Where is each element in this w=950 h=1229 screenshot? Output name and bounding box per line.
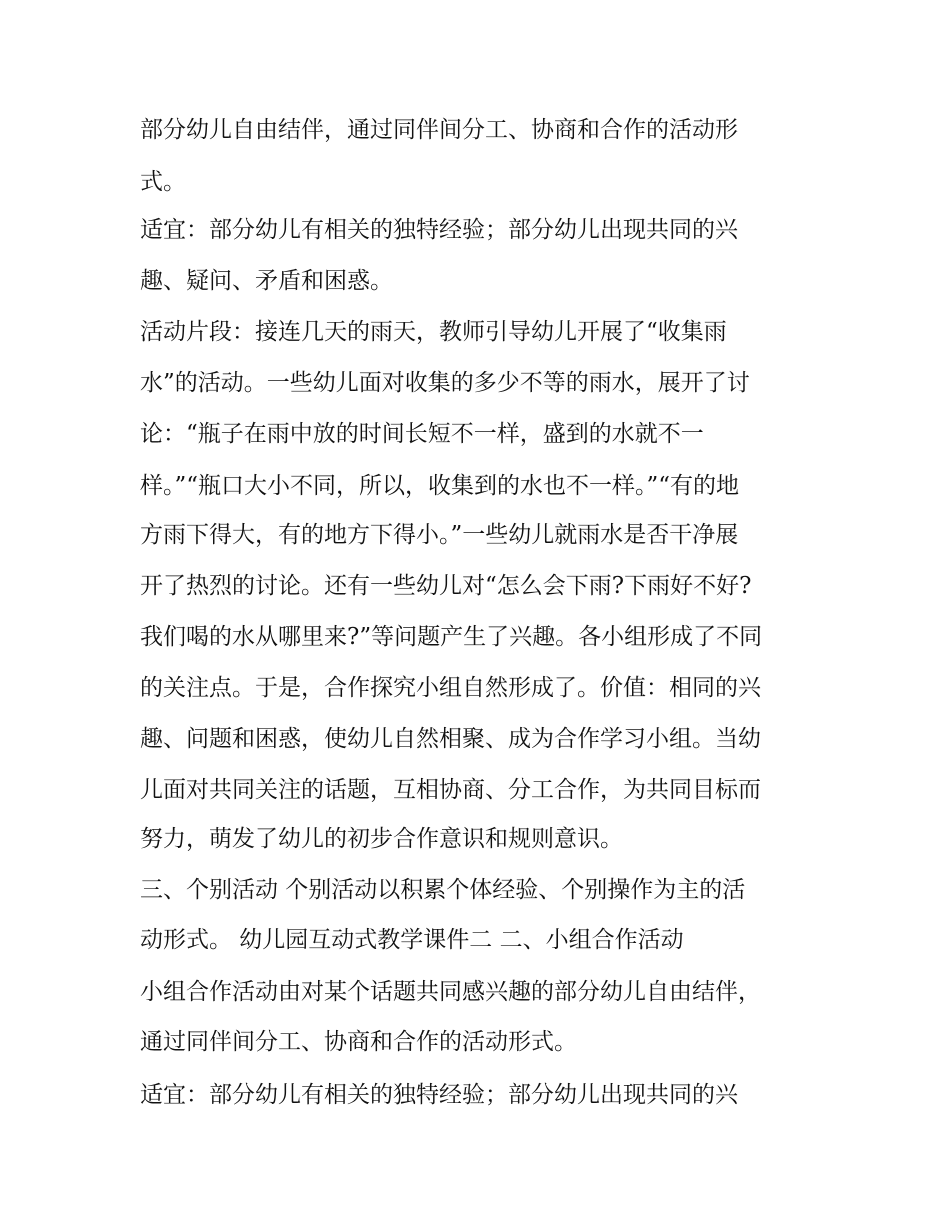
text-line: 我们喝的水从哪里来?”等问题产生了兴趣。各小组形成了不同 (140, 624, 763, 650)
text-line: 活动片段：接连几天的雨天，教师引导幼儿开展了“收集雨 (140, 319, 727, 345)
text-line: 儿面对共同关注的话题，互相协商、分工合作，为共同目标而 (140, 777, 761, 803)
text-line: 三、个别活动 个别活动以积累个体经验、个别操作为主的活 (140, 877, 746, 903)
text-line: 动形式。 幼儿园互动式教学课件二 二、小组合作活动 (140, 927, 684, 953)
text-line: 趣、疑问、矛盾和困惑。 (140, 268, 393, 294)
text-line: 适宜：部分幼儿有相关的独特经验；部分幼儿出现共同的兴 (140, 1082, 738, 1108)
text-line: 论：“瓶子在雨中放的时间长短不一样，盛到的水就不一 (140, 421, 704, 447)
text-line: 开了热烈的讨论。还有一些幼儿对“怎么会下雨?下雨好不好? (140, 573, 752, 599)
text-line: 样。”“瓶口大小不同，所以，收集到的水也不一样。”“有的地 (140, 473, 740, 499)
text-line: 适宜：部分幼儿有相关的独特经验；部分幼儿出现共同的兴 (140, 217, 738, 243)
text-line: 部分幼儿自由结伴，通过同伴间分工、协商和合作的活动形 (140, 117, 738, 143)
text-line: 水”的活动。一些幼儿面对收集的多少不等的雨水，展开了讨 (140, 370, 750, 396)
text-line: 式。 (140, 169, 186, 195)
text-line: 通过同伴间分工、协商和合作的活动形式。 (140, 1029, 577, 1055)
text-line: 趣、问题和困惑，使幼儿自然相聚、成为合作学习小组。当幼 (140, 726, 761, 752)
text-line: 方雨下得大，有的地方下得小。”一些幼儿就雨水是否干净展 (140, 522, 739, 548)
text-line: 小组合作活动由对某个话题共同感兴趣的部分幼儿自由结伴， (140, 979, 761, 1005)
text-line: 的关注点。于是，合作探究小组自然形成了。价值：相同的兴 (140, 675, 761, 701)
text-line: 努力，萌发了幼儿的初步合作意识和规则意识。 (140, 826, 623, 852)
